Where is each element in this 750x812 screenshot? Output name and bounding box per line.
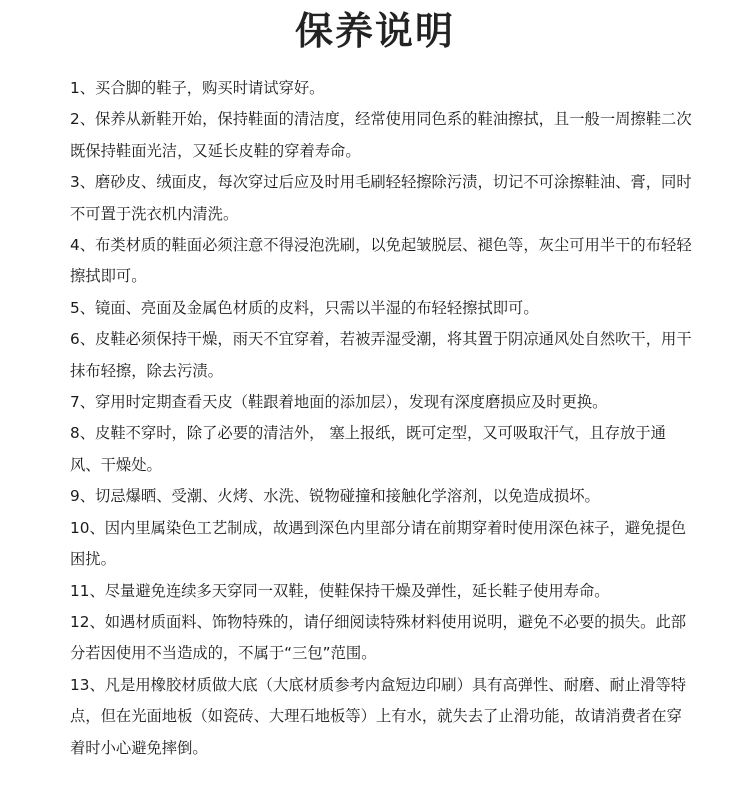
care-instructions-list (70, 73, 695, 764)
list-item: 5、镜面、亮面及金属色材质的皮料，只需以半湿的布轻轻擦拭即可。 (70, 298, 539, 317)
list-item: 13、凡是用橡胶材质做大底（大底材质参考内盒短边印刷）具有高弹性、耐磨、耐止滑等特点，但在光面地板（如瓷砖、大理石地板等）上有水，就失去了止滑功能，故请消费者在穿着时小心避免摔倒。 (70, 675, 687, 757)
list-item: 2、保养从新鞋开始，保持鞋面的清洁度，经常使用同色系的鞋油擦拭，且一般一周擦鞋二次既保持鞋面光洁，又延长皮鞋的穿着寿命。 (70, 110, 692, 160)
list-item: 11、尽量避免连续多天穿同一双鞋，使鞋保持干燥及弹性，延长鞋子使用寿命。 (70, 581, 610, 600)
list-item: 1、买合脚的鞋子，购买时请试穿好。 (70, 79, 325, 97)
list-item: 10、因内里属染色工艺制成，故遇到深色内里部分请在前期穿着时使用深色袜子，避免提色困扰。 (70, 518, 687, 569)
list-item: 12、如遇材质面料、饰物特殊的，请仔细阅读特殊材料使用说明，避免不必要的损失。此部分若因使用不当造成的，不属于“三包”范围。 (70, 612, 687, 663)
list-item: 6、皮鞋必须保持干燥，雨天不宜穿着，若被弄湿受潮，将其置于阴凉通风处自然吹干，用干抹布轻擦，除去污渍。 (70, 330, 692, 380)
list-item: 7、穿用时定期查看天皮（鞋跟着地面的添加层），发现有深度磨损应及时更换。 (70, 393, 608, 412)
list-item: 3、磨砂皮、绒面皮，每次穿过后应及时用毛刷轻轻擦除污渍，切记不可涂擦鞋油、膏，同时不可置于洗衣机内清洗。 (70, 173, 692, 223)
list-item: 9、切忌爆晒、受潮、火烤、水洗、锐物碰撞和接触化学溶剂，以免造成损坏。 (70, 487, 600, 506)
page-title: 保养说明 (294, 9, 455, 53)
list-item: 4、布类材质的鞋面必须注意不得浸泡洗刷，以免起皱脱层、褪色等，灰尘可用半干的布轻轻擦拭即可。 (70, 236, 692, 286)
list-item: 8、皮鞋不穿时，除了必要的清洁外， 塞上报纸，既可定型，又可吸取汗气，且存放于通风、干燥处。 (70, 424, 666, 474)
